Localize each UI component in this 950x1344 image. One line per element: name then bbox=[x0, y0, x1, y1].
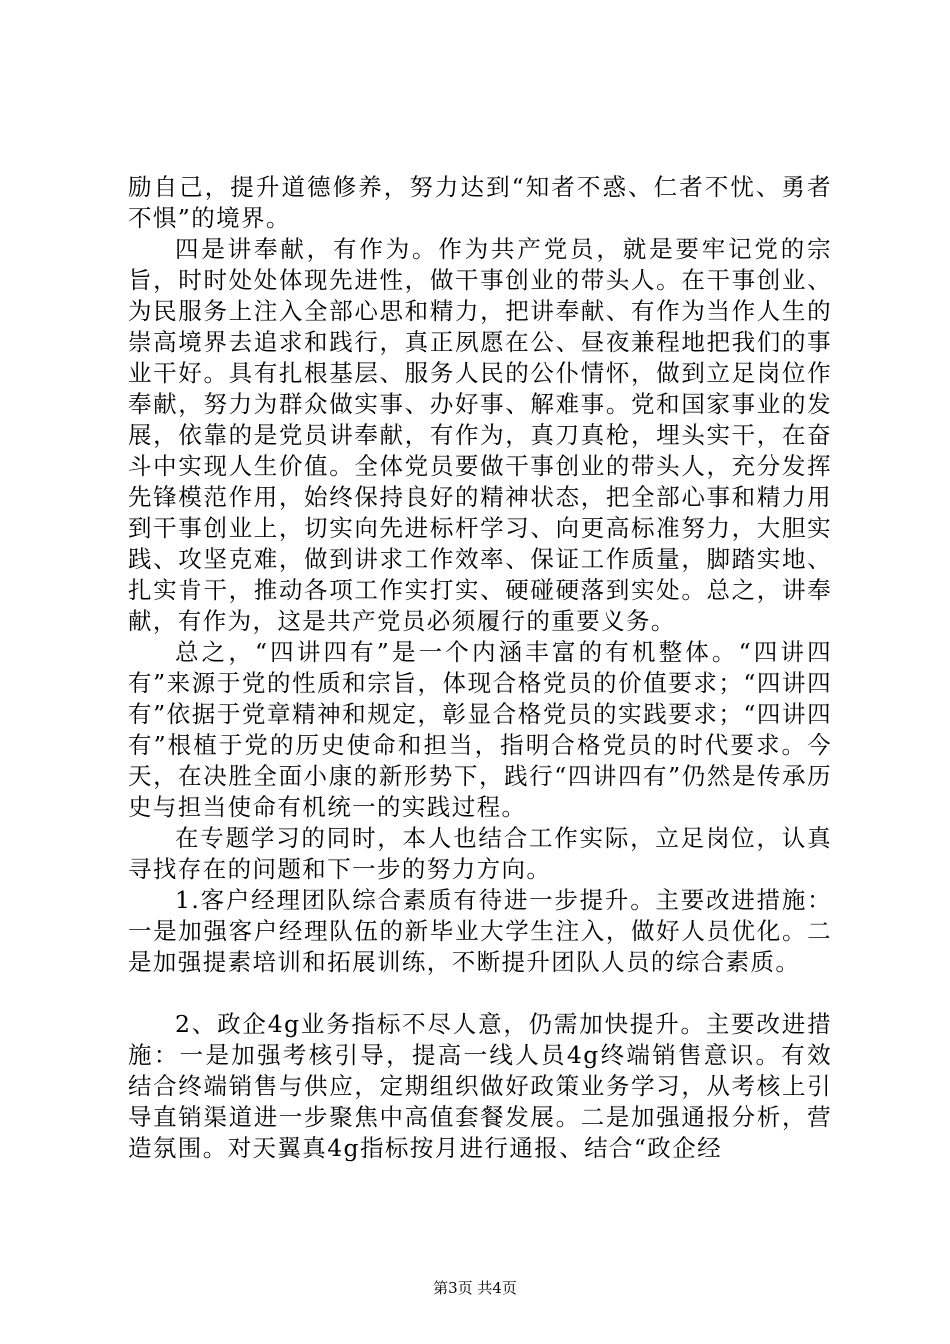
paragraph-issue-2: 2、政企4g业务指标不尽人意，仍需加快提升。主要改进措施：一是加强考核引导，提高一线人员4g终端销售意识。有效结合终端销售与供应，定期组织做好政策业务学习，从考核上引导直销渠道进一步聚焦中高值套餐发展。二是加强通报分析，营造氛围。对天翼真4g指标按月进行通报、结合“政企经 bbox=[128, 1010, 832, 1162]
page-footer: 第3页 共4页 bbox=[433, 1279, 517, 1297]
paragraph-summary: 总之，“四讲四有”是一个内涵丰富的有机整体。“四讲四有”来源于党的性质和宗旨，体现合格党员的价值要求；“四讲四有”依据于党章精神和规定，彰显合格党员的实践要求；“四讲四有”根植于党的历史使命和担当，指明合格党员的时代要求。今天，在决胜全面小康的新形势下，践行“四讲四有”仍然是传承历史与担当使命有机统一的实践过程。 bbox=[128, 638, 832, 821]
paragraph-continuation: 励自己，提升道德修养，努力达到“知者不惑、仁者不忧、勇者不惧”的境界。 bbox=[128, 173, 832, 232]
paragraph-self-review: 在专题学习的同时，本人也结合工作实际，立足岗位，认真寻找存在的问题和下一步的努力方向。 bbox=[128, 824, 832, 883]
paragraph-issue-1: 1.客户经理团队综合素质有待进一步提升。主要改进措施：一是加强客户经理队伍的新毕业大学生注入，做好人员优化。二是加强提素培训和拓展训练，不断提升团队人员的综合素质。 bbox=[128, 886, 832, 976]
paragraph-dedication: 四是讲奉献，有作为。作为共产党员，就是要牢记党的宗旨，时时处处体现先进性，做干事创业的带头人。在干事创业、为民服务上注入全部心思和精力，把讲奉献、有作为当作人生的崇高境界去追求和践行，真正夙愿在公、昼夜兼程地把我们的事业干好。具有扎根基层、服务人民的公仆情怀，做到立足岗位作奉献，努力为群众做实事、办好事、解难事。党和国家事业的发展，依靠的是党员讲奉献，有作为，真刀真枪，埋头实干，在奋斗中实现人生价值。全体党员要做干事创业的带头人，充分发挥先锋模范作用，始终保持良好的精神状态，把全部心事和精力用到干事创业上，切实向先进标杆学习、向更高标准努力，大胆实践、攻坚克难，做到讲求工作效率、保证工作质量，脚踏实地、扎实肯干，推动各项工作实打实、硬碰硬落到实处。总之，讲奉献，有作为，这是共产党员必须履行的重要义务。 bbox=[128, 235, 832, 635]
document-body bbox=[128, 172, 832, 1164]
